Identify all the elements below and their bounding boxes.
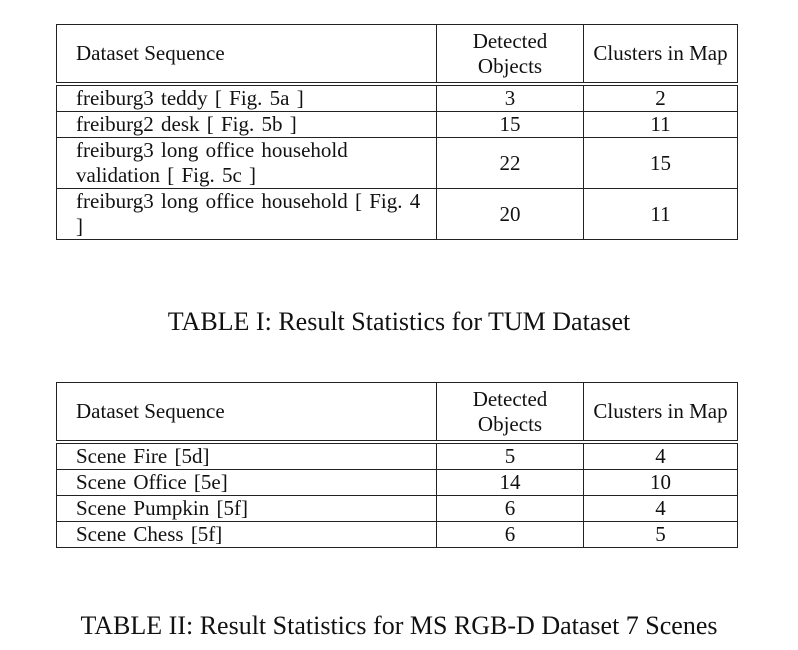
cell-dataset-sequence: freiburg3 long office household [ Fig. 4 ]: [57, 189, 437, 240]
cell-dataset-sequence: freiburg3 teddy [ Fig. 5a ]: [57, 84, 437, 112]
cell-detected-objects: 20: [437, 189, 584, 240]
cell-detected-objects: 6: [437, 522, 584, 548]
cell-clusters-in-map: 4: [584, 442, 738, 470]
cell-detected-objects: 14: [437, 470, 584, 496]
cell-detected-objects: 22: [437, 138, 584, 189]
cell-clusters-in-map: 11: [584, 189, 738, 240]
header-detected-objects: Detected Objects: [437, 25, 584, 85]
header-clusters-in-map: Clusters in Map: [584, 25, 738, 85]
cell-dataset-sequence: freiburg3 long office household validation [ Fig. 5c ]: [57, 138, 437, 189]
table-row: [57, 189, 738, 240]
table-caption: TABLE I: Result Statistics for TUM Dataset: [167, 307, 631, 336]
cell-dataset-sequence: Scene Chess [5f]: [57, 522, 437, 548]
table-row: [57, 496, 738, 522]
cell-dataset-sequence: freiburg2 desk [ Fig. 5b ]: [57, 112, 437, 138]
table-header-row: [57, 383, 738, 443]
cell-detected-objects: 5: [437, 442, 584, 470]
table-row: [57, 442, 738, 470]
header-dataset-sequence: Dataset Sequence: [57, 25, 437, 85]
header-detected-objects: Detected Objects: [437, 383, 584, 443]
table-header-row: [57, 25, 738, 85]
cell-dataset-sequence: Scene Office [5e]: [57, 470, 437, 496]
cell-dataset-sequence: Scene Fire [5d]: [57, 442, 437, 470]
table-row: [57, 522, 738, 548]
cell-clusters-in-map: 5: [584, 522, 738, 548]
header-clusters-in-map: Clusters in Map: [584, 383, 738, 443]
table-row: [57, 138, 738, 189]
header-dataset-sequence: Dataset Sequence: [57, 383, 437, 443]
cell-detected-objects: 15: [437, 112, 584, 138]
cell-dataset-sequence: Scene Pumpkin [5f]: [57, 496, 437, 522]
cell-clusters-in-map: 10: [584, 470, 738, 496]
ms-rgbd-results-table: [56, 382, 738, 548]
cell-clusters-in-map: 15: [584, 138, 738, 189]
cell-clusters-in-map: 2: [584, 84, 738, 112]
table-caption: TABLE II: Result Statistics for MS RGB-D Dataset 7 Scenes: [80, 611, 718, 640]
tum-results-table: [56, 24, 738, 240]
cell-clusters-in-map: 4: [584, 496, 738, 522]
table-row: [57, 84, 738, 112]
table-row: [57, 112, 738, 138]
cell-clusters-in-map: 11: [584, 112, 738, 138]
table-row: [57, 470, 738, 496]
cell-detected-objects: 6: [437, 496, 584, 522]
cell-detected-objects: 3: [437, 84, 584, 112]
